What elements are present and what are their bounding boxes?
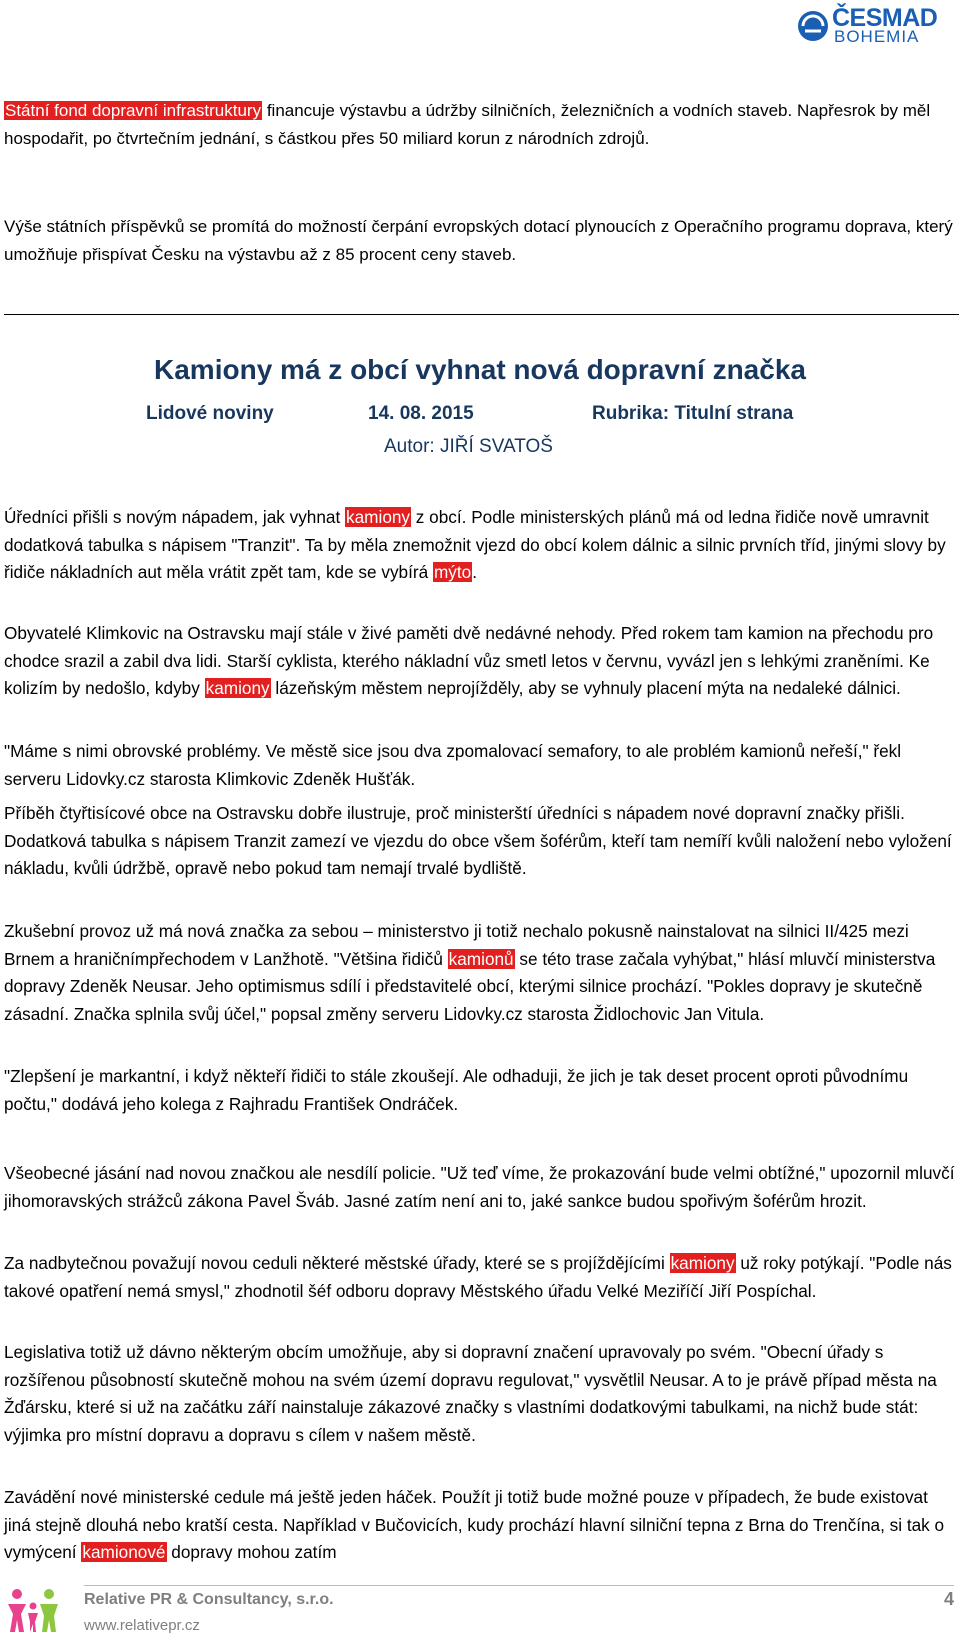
article-date: 14. 08. 2015 xyxy=(368,403,474,424)
intro-paragraph-2: Výše státních příspěvků se promítá do možností čerpání evropských dotací plynoucích z Operačního programu doprava, který umožňuje přispívat Česku na výstavbu až z 85 procent ceny staveb. xyxy=(4,217,953,264)
article-section: Rubrika: Titulní strana xyxy=(592,403,794,424)
article-paragraph-4: Příběh čtyřtisícové obce na Ostravsku dobře ilustruje, proč ministerští úředníci s nápadem nové dopravní značky přišli. Dodatková tabulka s nápisem Tranzit zamezí ve vjezdu do obce všem šoférům, kteří tam nemíří kvůli naložení nebo vyložení nákladu, kvůli údržbě, opravě nebo pokud tam nemají trvalé bydliště. xyxy=(4,803,952,878)
footer-divider xyxy=(84,1585,954,1586)
cesmad-emblem-icon xyxy=(796,9,830,43)
article-title: Kamiony má z obcí vyhnat nová dopravní značka xyxy=(154,354,806,385)
intro-paragraph-1: Státní fond dopravní infrastruktury financuje výstavbu a údržby silničních, železničních a vodních staveb. Napřesrok by měl hospodařit, po čtvrtečním jednání, s částkou přes 50 miliard korun z národních zdrojů. xyxy=(4,101,931,148)
highlight-term: Státní fond dopravní infrastruktury xyxy=(5,101,262,120)
logo-name: ČESMAD xyxy=(832,4,938,32)
footer-company: Relative PR & Consultancy, s.r.o. xyxy=(84,1591,334,1608)
article-paragraph-7: Všeobecné jásání nad novou značkou ale nesdílí policie. "Už teď víme, že prokazování bude velmi obtížné," upozornil mluvčí jihomoravských strážců zákona Pavel Šváb. Jasné zatím není ani to, jaké sankce budou spořivým šoférům hrozit. xyxy=(4,1163,955,1211)
highlight-term: kamiony xyxy=(346,507,411,527)
article-paragraph-3: "Máme s nimi obrovské problémy. Ve městě sice jsou dva zpomalovací semafory, to ale problém kamionů neřeší," řekl serveru Lidovky.cz starosta Klimkovic Zdeněk Hušťák. xyxy=(4,741,902,789)
section-divider xyxy=(4,314,959,315)
highlight-term: kamiony xyxy=(205,678,270,698)
logo-sub: BOHEMIA xyxy=(834,27,920,46)
article-paragraph-2: Obyvatelé Klimkovic na Ostravsku mají stále v živé paměti dvě nedávné nehody. Před rokem tam kamion na přechodu pro chodce srazil a zabil dva lidi. Starší cyklista, kterého nákladní vůz smetl letos v červnu, vyvázl jen s lehkými zraněními. Ke kolizím by nedošlo, kdyby kamiony lázeňským městem neprojížděly, aby se vyhnuly placení mýta na nedaleké dálnici. xyxy=(4,623,934,698)
highlight-term: kamiony xyxy=(670,1253,735,1273)
page-number: 4 xyxy=(943,1589,954,1609)
article-paragraph-9: Legislativa totiž už dávno některým obcím umožňuje, aby si dopravní značení upravovaly po svém. "Obecní úřady s rozšířenou působností skutečně mohou na svém území dopravu regulovat," vysvětlil Neusar. A to je právě případ města na Žďársku, které si už na začátku září nainstaluje zákazové značky s vlastními dodatkovými tabulkami, na nichž bude stát: výjimka pro místní dopravu a dopravu s cílem v našem městě. xyxy=(4,1342,937,1445)
article-paragraph-8: Za nadbytečnou považují novou ceduli některé městské úřady, které se s projíždějícími kamiony už roky potýkají. "Podle nás takové opatření nemá smysl," zhodnotil šéf odboru dopravy Městského úřadu Velké Meziříčí Jiří Pospíchal. xyxy=(4,1253,952,1301)
footer-website-link[interactable]: www.relativepr.cz xyxy=(84,1617,200,1634)
cesmad-logo xyxy=(796,6,956,46)
article-paragraph-5: Zkušební provoz už má nová značka za sebou – ministerstvo ji totiž nechalo pokusně nainstalovat na silnici II/425 mezi Brnem a hraničnímpřechodem v Lanžhotě. "Většina řidičů kamionů se této trase začala vyhýbat," hlásí mluvčí ministerstva dopravy Zdeněk Neusar. Jeho optimismus sdílí i představitelé obcí, kterými silnice prochází. "Pokles dopravy je skutečně zásadní. Značka splnila svůj účel," popsal změny serveru Lidovky.cz starosta Židlochovic Jan Vitula. xyxy=(4,921,936,1024)
highlight-term: kamionů xyxy=(448,948,514,969)
article-paragraph-10: Zavádění nové ministerské cedule má ještě jeden háček. Použít ji totiž bude možné pouze v případech, že bude existovat jiná stejně dlouhá nebo kratší cesta. Například v Bučovicích, kudy prochází hlavní silniční tepna z Brna do Trenčína, si tak o vymýcení kamionové dopravy mohou zatím xyxy=(4,1487,945,1562)
article-author: Autor: JIŘÍ SVATOŠ xyxy=(384,436,553,457)
people-logo-icon xyxy=(4,1586,68,1634)
article-source: Lidové noviny xyxy=(146,403,274,424)
highlight-term: kamionové xyxy=(82,1542,166,1562)
article-paragraph-6: "Zlepšení je markantní, i když někteří řidiči to stále zkoušejí. Ale odhaduji, že jich je tak deset procent oproti původnímu počtu," dodává jeho kolega z Rajhradu František Ondráček. xyxy=(4,1066,909,1114)
article-paragraph-1: Úředníci přišli s novým nápadem, jak vyhnat kamiony z obcí. Podle ministerských plánů má od ledna řidiče nově umravnit dodatková tabulka s nápisem "Tranzit". Ta by měla znemožnit vjezd do obcí kolem dálnic a silnic prvních tříd, jinými slovy by řidiče nákladních aut měla vrátit zpět tam, kde se vybírá mýto. xyxy=(4,507,946,582)
highlight-term: mýto xyxy=(433,562,472,582)
